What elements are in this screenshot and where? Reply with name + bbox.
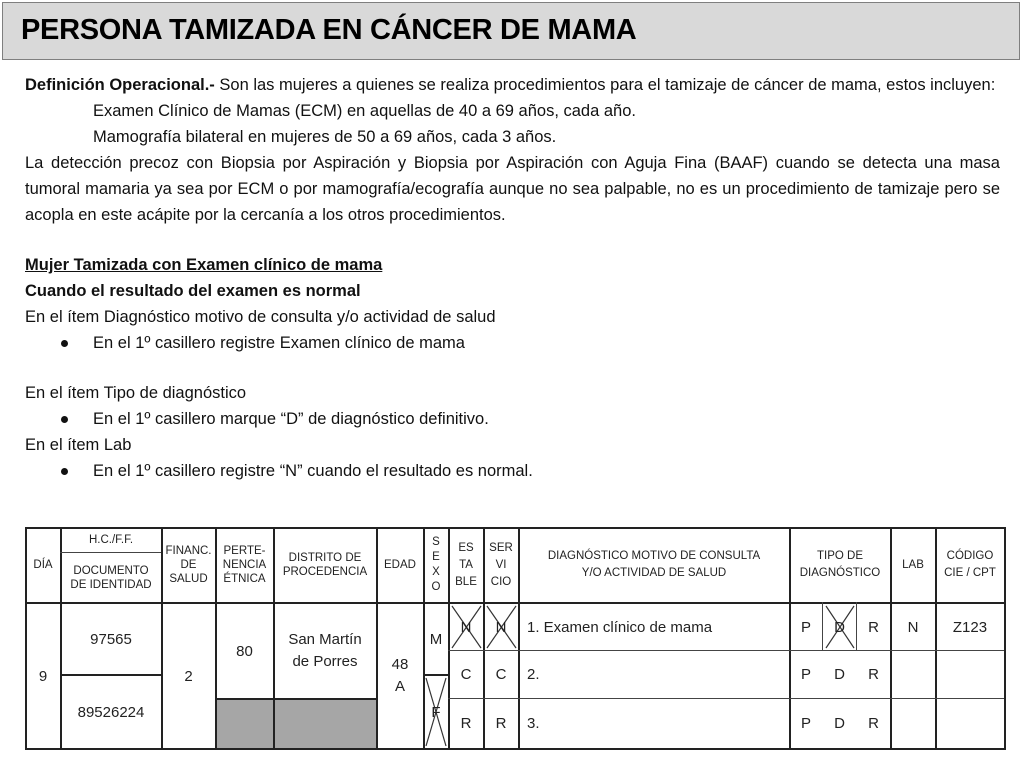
value-sexo-m: M	[429, 630, 443, 648]
title-bar	[2, 2, 1020, 60]
definition-text: Son las mujeres a quienes se realiza procedimientos para el tamizaje de cáncer de mama, estos incluyen:	[214, 76, 996, 94]
value-distrito-line1: San Martín	[288, 631, 362, 648]
value-servicio-r: R	[495, 715, 507, 732]
header-sexo-s: S	[432, 536, 440, 548]
value-codigo: Z123	[952, 618, 988, 636]
header-pert-line2: NENCIA	[222, 559, 267, 571]
value-tipo-d-1: D	[834, 618, 845, 636]
header-servicio-1: SER	[489, 541, 513, 554]
header-estable-3: BLE	[455, 575, 477, 588]
value-edad-unit: A	[394, 678, 405, 695]
header-lab: LAB	[902, 559, 924, 571]
value-financiamiento: 2	[184, 667, 193, 685]
value-distrito	[274, 604, 376, 698]
header-diagnostico	[519, 527, 789, 603]
value-edad-num: 48	[391, 656, 409, 673]
header-tipo-line1: TIPO DE	[816, 550, 863, 562]
header-sexo-x: X	[432, 566, 440, 578]
lab-item-text: En el ítem Lab	[25, 436, 132, 454]
header-tipo-diagnostico	[790, 527, 890, 603]
header-estable-2: TA	[459, 558, 473, 571]
header-edad: EDAD	[384, 559, 416, 571]
value-tipo-r-1: R	[868, 618, 879, 636]
value-lab: N	[907, 618, 919, 636]
header-servicio	[484, 527, 518, 603]
header-pertenencia	[216, 527, 273, 603]
header-sexo-e: E	[432, 551, 440, 563]
header-hc: H.C./F.F.	[88, 534, 134, 546]
header-sexo	[424, 527, 448, 603]
page-title: PERSONA TAMIZADA EN CÁNCER DE MAMA	[21, 14, 637, 46]
definition-item-ecm: Examen Clínico de Mamas (ECM) en aquellas de 40 a 69 años, cada año.	[93, 102, 636, 120]
header-tipo-line2: DIAGNÓSTICO	[799, 567, 881, 579]
header-distrito-line2: PROCEDENCIA	[282, 566, 368, 578]
value-diagnostico-2: 2.	[527, 666, 540, 683]
document-body	[25, 72, 1000, 484]
header-pert-line3: ÉTNICA	[223, 573, 266, 585]
header-financ	[162, 527, 215, 603]
section-subheading: Cuando el resultado del examen es normal	[25, 282, 361, 300]
header-servicio-2: VI	[495, 558, 507, 571]
registration-form	[25, 527, 1006, 750]
header-distrito	[274, 527, 376, 603]
diag-item-text: En el ítem Diagnóstico motivo de consulta y/o actividad de salud	[25, 308, 496, 326]
header-financ-line2: DE	[180, 559, 197, 571]
header-doc-line2: DE IDENTIDAD	[70, 579, 152, 591]
header-codigo-line1: CÓDIGO	[946, 550, 994, 562]
tipo-item-text: En el ítem Tipo de diagnóstico	[25, 384, 247, 402]
header-dia: DÍA	[33, 559, 53, 571]
diag-bullet: En el 1º casillero registre Examen clínico de mama	[25, 330, 1000, 356]
value-tipo-p-2: P	[800, 666, 811, 683]
header-servicio-3: CIO	[490, 575, 512, 588]
header-codigo-line2: CIE / CPT	[944, 567, 996, 579]
value-hc: 97565	[90, 630, 132, 648]
header-establecimiento	[449, 527, 483, 603]
header-diag-line1: DIAGNÓSTICO MOTIVO DE CONSULTA	[547, 550, 761, 562]
value-sexo-f: F	[431, 703, 441, 721]
header-sexo-o: O	[431, 581, 441, 593]
value-tipo-p-3: P	[800, 715, 811, 732]
value-tipo-r-3: R	[868, 715, 879, 732]
value-servicio-n: N	[495, 618, 507, 636]
header-financ-line3: SALUD	[169, 573, 208, 585]
header-financ-line1: FINANC.	[165, 545, 212, 557]
header-pert-line1: PERTE-	[223, 545, 266, 557]
value-documento: 89526224	[77, 703, 145, 721]
value-estable-n: N	[460, 618, 472, 636]
section-heading: Mujer Tamizada con Examen clínico de mama	[25, 256, 383, 274]
value-edad	[377, 604, 423, 748]
header-diag-line2: Y/O ACTIVIDAD DE SALUD	[581, 567, 727, 579]
value-diagnostico-3: 3.	[527, 715, 540, 732]
header-codigo	[936, 527, 1004, 603]
value-tipo-r-2: R	[868, 666, 879, 683]
header-distrito-line1: DISTRITO DE	[288, 552, 362, 564]
value-tipo-d-2: D	[834, 666, 845, 683]
definition-item-mamografia: Mamografía bilateral en mujeres de 50 a 69 años, cada 3 años.	[93, 128, 557, 146]
tipo-bullet: En el 1º casillero marque “D” de diagnóstico definitivo.	[25, 406, 1000, 432]
definition-paragraph	[25, 72, 1000, 98]
header-doc-line1: DOCUMENTO	[73, 565, 149, 577]
value-distrito-line2: de Porres	[292, 653, 358, 670]
header-estable-1: ES	[458, 541, 474, 554]
lab-bullet: En el 1º casillero registre “N” cuando el resultado es normal.	[25, 458, 1000, 484]
value-diagnostico-1: 1. Examen clínico de mama	[527, 618, 713, 636]
definition-label: Definición Operacional.-	[25, 76, 215, 94]
value-estable-r: R	[460, 715, 472, 732]
value-pertenencia: 80	[236, 642, 253, 660]
value-tipo-d-3: D	[834, 715, 845, 732]
definition-note: La detección precoz con Biopsia por Aspiración y Biopsia por Aspiración con Aguja Fina (BAAF) cuando se detecta una masa tumoral mamaria ya sea por ECM o por mamografía/ecografía aunque no sea palpable, no es un procedimiento de tamizaje pero se acopla en este acápite por la cercanía a los otros procedimientos.	[25, 154, 1000, 224]
header-documento	[61, 553, 161, 603]
value-estable-c: C	[460, 666, 472, 683]
value-dia: 9	[38, 667, 48, 685]
value-tipo-p-1: P	[800, 618, 811, 636]
value-servicio-c: C	[495, 666, 507, 683]
